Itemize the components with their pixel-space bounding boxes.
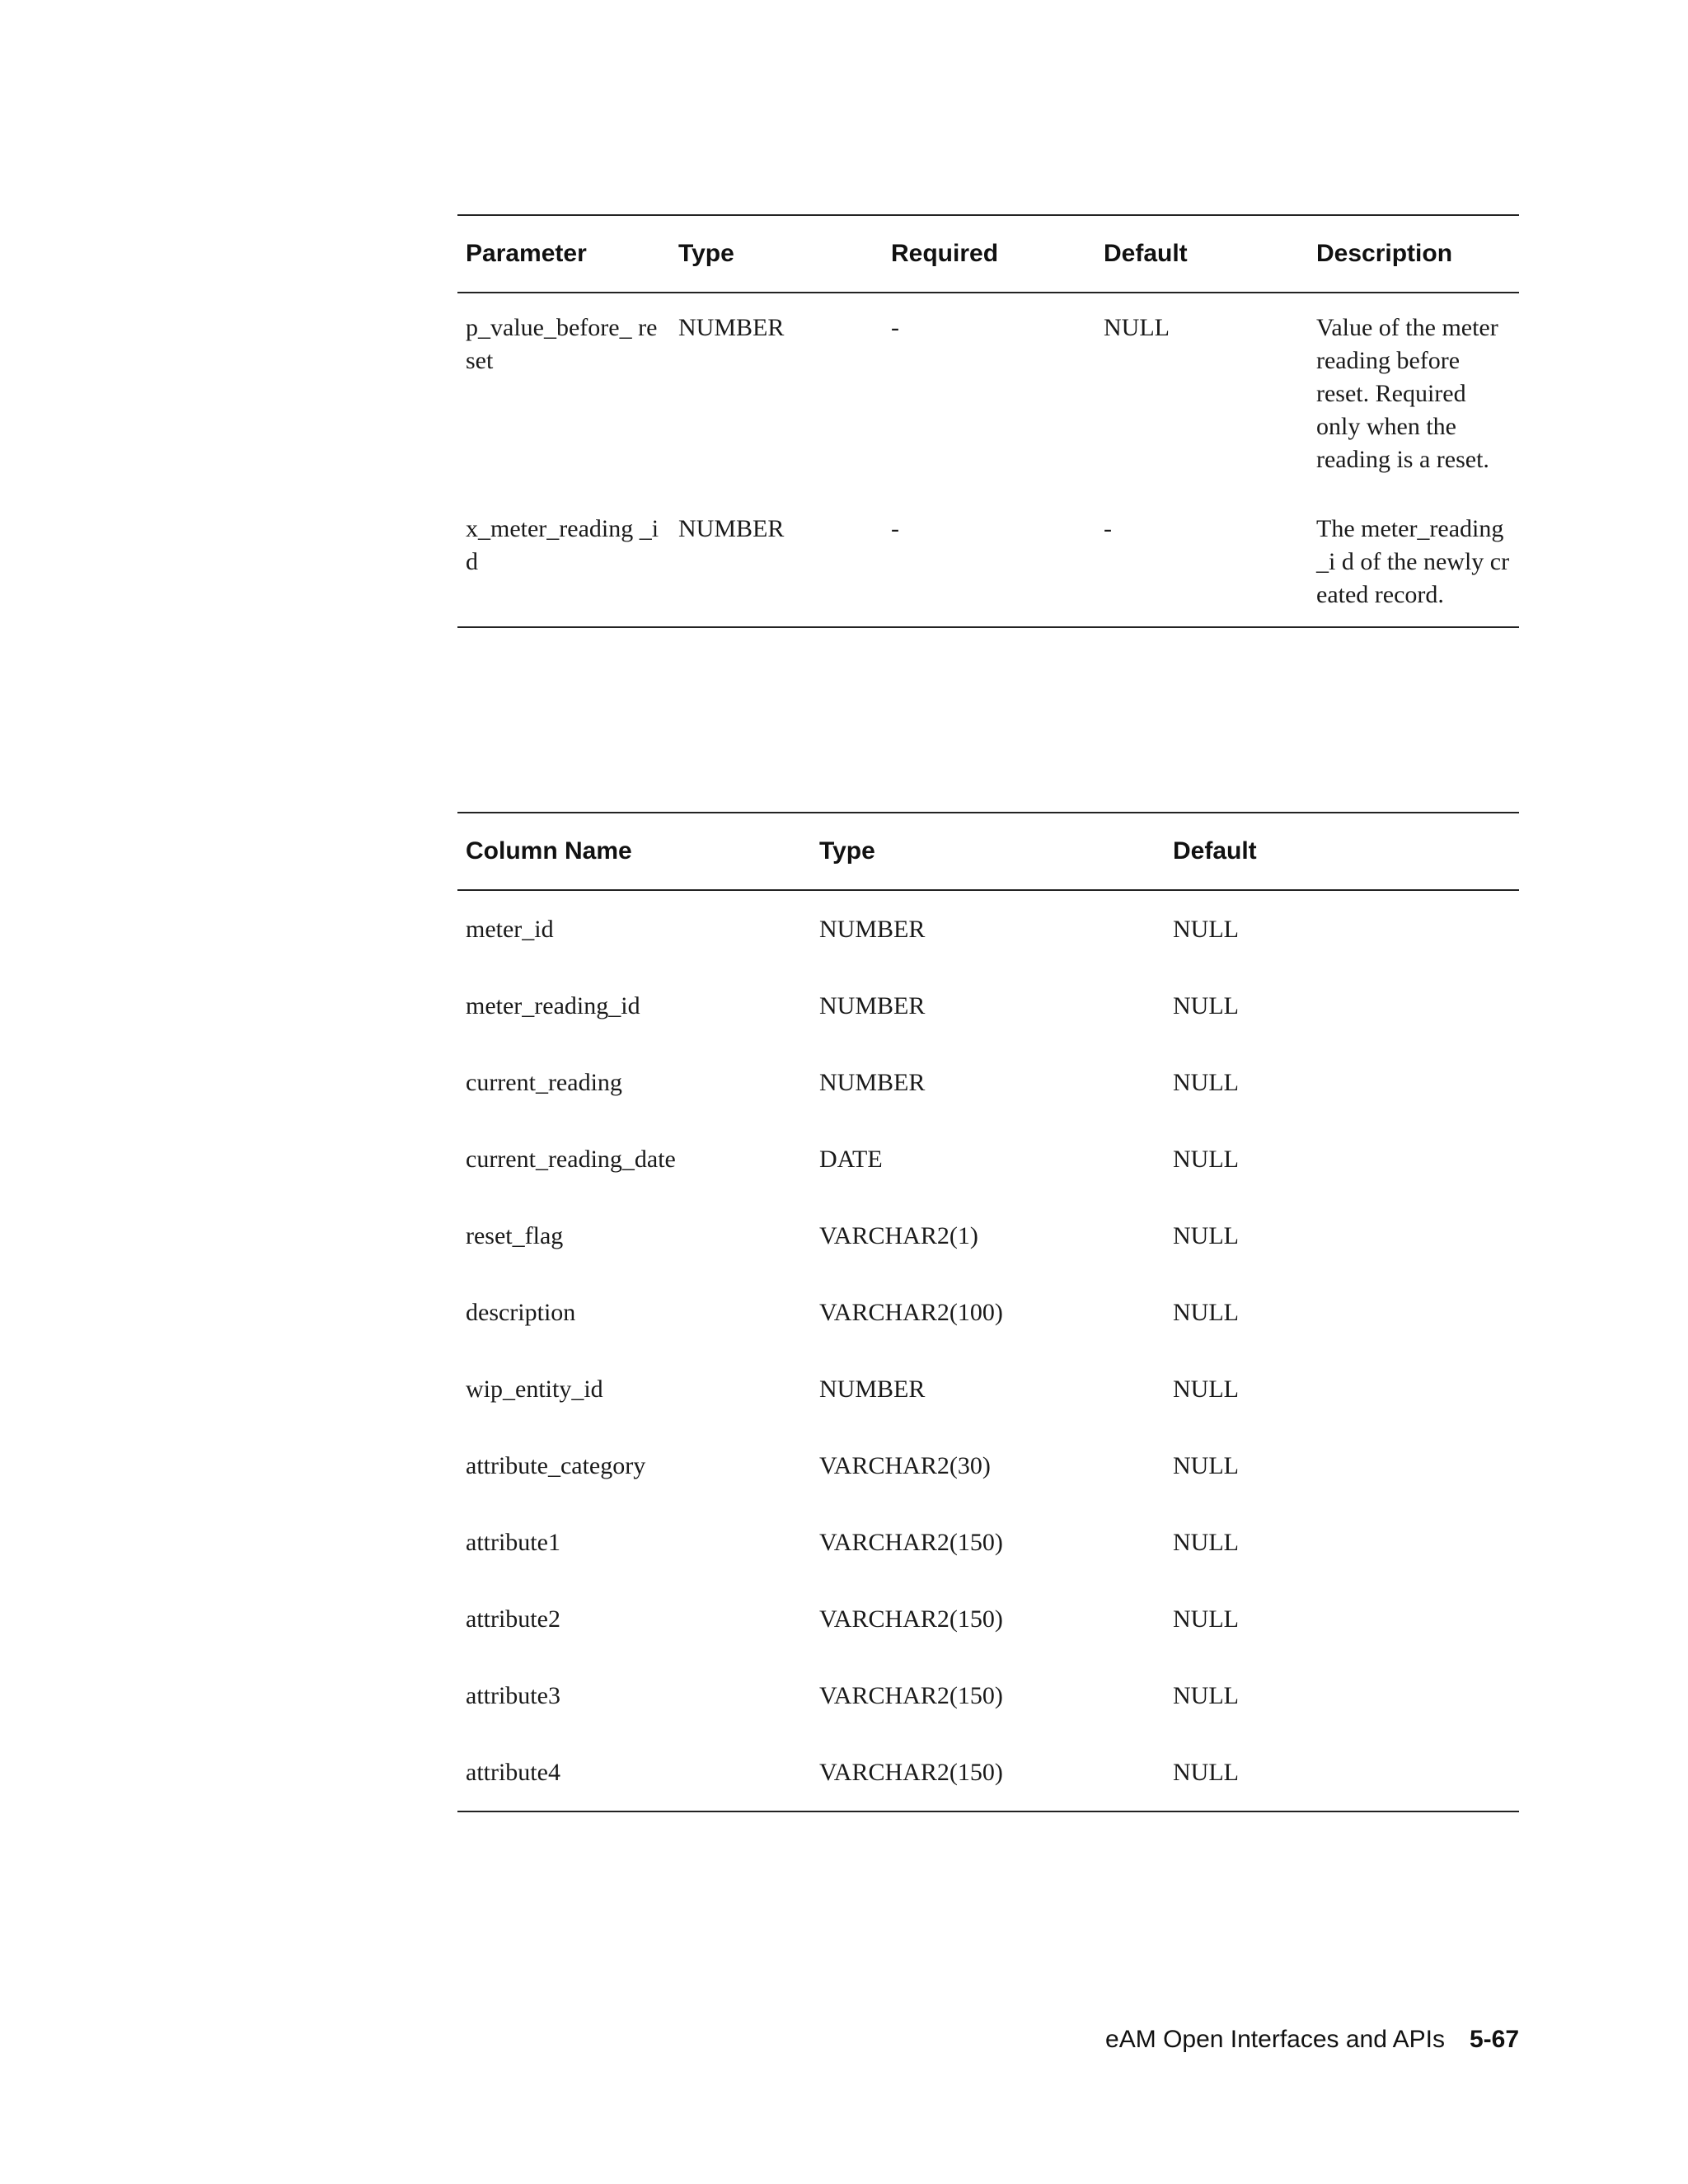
table-row xyxy=(457,1657,1519,1734)
table-row xyxy=(457,1274,1519,1351)
cell-column-name: attribute3 xyxy=(466,1681,560,1709)
header-required: Required xyxy=(883,215,1095,293)
cell-column-name: description xyxy=(466,1298,576,1326)
column-table-body xyxy=(457,890,1519,1811)
page-footer xyxy=(1105,2026,1519,2054)
footer-title: eAM Open Interfaces and APIs xyxy=(1105,2026,1445,2053)
cell-default: NULL xyxy=(1173,1451,1239,1479)
header-default: Default xyxy=(1165,813,1519,890)
table-row xyxy=(457,1351,1519,1427)
cell-column-name: wip_entity_id xyxy=(466,1375,603,1403)
cell-type: VARCHAR2(30) xyxy=(819,1451,991,1479)
header-column-name: Column Name xyxy=(457,813,811,890)
cell-type: NUMBER xyxy=(678,515,785,542)
page-number: 5-67 xyxy=(1469,2026,1519,2053)
column-table-header-row xyxy=(457,813,1519,890)
header-description: Description xyxy=(1308,215,1519,293)
cell-type: VARCHAR2(150) xyxy=(819,1528,1003,1556)
cell-parameter: x_meter_reading _id xyxy=(466,515,659,575)
cell-default: NULL xyxy=(1173,1145,1239,1173)
cell-default: NULL xyxy=(1173,1221,1239,1249)
cell-type: NUMBER xyxy=(819,915,926,943)
parameter-table-header-row xyxy=(457,215,1519,293)
cell-default: NULL xyxy=(1173,1375,1239,1403)
table-row xyxy=(457,1734,1519,1811)
header-parameter: Parameter xyxy=(457,215,670,293)
table-row xyxy=(457,1121,1519,1197)
cell-type: NUMBER xyxy=(819,1375,926,1403)
cell-parameter: p_value_before_ reset xyxy=(466,314,658,374)
table-row xyxy=(457,1427,1519,1504)
cell-type: DATE xyxy=(819,1145,883,1173)
parameter-table xyxy=(457,214,1519,628)
cell-description: Value of the meter reading before reset. Required only when the reading is a reset. xyxy=(1316,314,1498,473)
cell-default: NULL xyxy=(1173,1681,1239,1709)
table-row xyxy=(457,293,1519,494)
cell-column-name: attribute4 xyxy=(466,1758,560,1786)
column-table xyxy=(457,812,1519,1812)
cell-column-name: attribute2 xyxy=(466,1605,560,1633)
table-row xyxy=(457,968,1519,1044)
cell-type: VARCHAR2(1) xyxy=(819,1221,978,1249)
cell-column-name: attribute_category xyxy=(466,1451,646,1479)
cell-type: NUMBER xyxy=(819,1068,926,1096)
table-row xyxy=(457,890,1519,968)
cell-type: NUMBER xyxy=(819,991,926,1019)
table-row xyxy=(457,494,1519,627)
cell-type: VARCHAR2(150) xyxy=(819,1758,1003,1786)
cell-default: NULL xyxy=(1173,1298,1239,1326)
cell-type: VARCHAR2(150) xyxy=(819,1605,1003,1633)
cell-column-name: attribute1 xyxy=(466,1528,560,1556)
cell-type: VARCHAR2(150) xyxy=(819,1681,1003,1709)
cell-required: - xyxy=(891,314,899,341)
cell-default: NULL xyxy=(1173,1528,1239,1556)
cell-default: - xyxy=(1104,515,1112,542)
header-default: Default xyxy=(1095,215,1308,293)
cell-description: The meter_reading_i d of the newly created record. xyxy=(1316,515,1510,608)
table-row xyxy=(457,1581,1519,1657)
cell-default: NULL xyxy=(1173,1758,1239,1786)
cell-type: NUMBER xyxy=(678,314,785,341)
cell-default: NULL xyxy=(1173,915,1239,943)
cell-default: NULL xyxy=(1173,991,1239,1019)
cell-type: VARCHAR2(100) xyxy=(819,1298,1003,1326)
cell-column-name: current_reading_date xyxy=(466,1145,676,1173)
table-row xyxy=(457,1197,1519,1274)
header-type: Type xyxy=(670,215,883,293)
cell-column-name: meter_id xyxy=(466,915,554,943)
cell-column-name: current_reading xyxy=(466,1068,622,1096)
header-type: Type xyxy=(811,813,1165,890)
cell-default: NULL xyxy=(1104,314,1170,341)
cell-column-name: meter_reading_id xyxy=(466,991,640,1019)
cell-default: NULL xyxy=(1173,1605,1239,1633)
table-row xyxy=(457,1504,1519,1581)
table-row xyxy=(457,1044,1519,1121)
cell-column-name: reset_flag xyxy=(466,1221,564,1249)
cell-default: NULL xyxy=(1173,1068,1239,1096)
cell-required: - xyxy=(891,515,899,542)
